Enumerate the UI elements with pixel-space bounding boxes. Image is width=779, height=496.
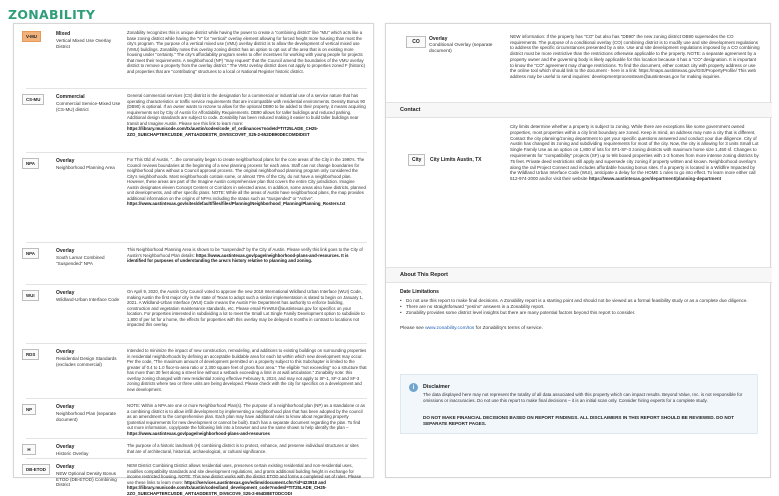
zone-description: Zonability recognizes this is unique district while having the power to create a "combining district" like "MU" which acts like a base zoning district while having the "V" for "vertical" overlay element allowing for forced height more housing than most the city's program. The purpose of a vertical mixed use (VMU) overlay district is to allow the development of vertical mixed use (VMU) buildings. Zonability notes this overlay zoning district has an option to opt out of the area that is on existing more housing under "certainty." The city's affordability program seeks to offer incentives for working with young people for projects that meet their requirements. A neighborhood (NP) "may request" that the Council amend the boundaries of the VMU overlay district to remove a property from the overlay district." The VMU overlay district does not apply to properties zoned F (historic) and properties that are "contributing" structures to a local or National Register historic district. xyxy=(127,30,366,74)
zone-name: South Lamar Combined "Suspended" NPA xyxy=(56,255,105,266)
zone-code-badge: CO xyxy=(406,36,426,48)
zone-description: This Neighborhood Planning Area is shown to be "suspended" by the City of Austin. Please verify this link goes to the City of Austin's Neighborhood Plan details: https://www.austintexas.gov/page/neighborhood-plans-and-resources. It is identified for purposes of understanding the area's history relative to planning and zoning. xyxy=(127,247,363,263)
zone-code-badge: DB-ETOD xyxy=(22,464,50,475)
zone-description: NEW information: If the property has "CO" but also has "DB90" the new zoning district DB90 supersedes the CO requirements. The purpose of a conditional overlay (CO) combining district is to modify use and site development regulations to address the specific circumstances presented by a site. Use and site development regulations imposed by a CO combining district must be more restrictive than the restrictions otherwise applicable to the property. NOTE: a separate agreement by a property owner and the governing body is likely applicable for this location because it has a "CO" designation. It is important to know the "CO" agreement may change restrictions. To find the document, either contact city with property address or use the online tool which should link to the document - here is a link: https://maps.austintexas.gov/GIS/PropertyProfile/ This web address may be useful to send inquiries: developmentprocessteam@austintexas.gov for making inquiries. xyxy=(510,34,760,79)
zone-code-badge: H xyxy=(22,444,36,455)
zoning-row xyxy=(14,460,375,496)
zone-type: Overlay xyxy=(56,290,75,296)
zone-description: The purpose of a historic landmark (H) combining district is to protect, enhance, and preserve individual structures or sites that are of architectural, historical, archaeological, or cultural significance. xyxy=(127,443,359,454)
row-divider xyxy=(26,398,367,399)
zoning-row xyxy=(14,27,375,87)
zone-description: General commercial services (CS) district is the designation for a commercial or industrial use of a service nature that has operating characteristics or traffic service requirements that are incompatible with residential environments. Density Bonus 90 (DB90) is optional. If an owner wants to rezone to allow for the optional DB90 to be added to their property, it means acquiring requirements set by City of Austin for Affordability Requirements. DB90 allows for taller buildings and reduced parking. Additional design standards are subject to code. Zonability has been reduced making it easier to build taller buildings near transit and Imagine Austin. Please see this link to learn more: https://library.municode.com/tx/austin/codes/code_of_ordinances?nodeId=TIT25LADE_CH25-2ZO_SUBCHAPTERCUSDE_ART4ADDESTR_DIV5SCOV9T_S25-2-652DB90DECOMDIDIST xyxy=(127,93,366,137)
zone-type: Overlay xyxy=(429,36,448,42)
disclaimer-text: The data displayed here may not represent the totality of all data associated with this property which can impact results. Beyond Value, Inc. is not responsible for omissions or inaccuracies. Do not use this report to make final decisions – it is an initial scan only. Consider hiring experts for a complete study. xyxy=(423,392,743,403)
zone-code-badge: CS-MU xyxy=(22,94,44,105)
list-item: • Zonability provides some district level insights but there are many potential factors beyond this report to consider. xyxy=(406,310,756,316)
contact-section-header xyxy=(386,102,772,118)
zone-code-badge: WUI xyxy=(22,290,39,301)
zoning-row xyxy=(14,154,375,236)
date-limitations-heading: Date Limitations xyxy=(400,289,439,295)
zone-name: NEW Optional Density Bonus ETOD (DB-ETOD) Combining District xyxy=(56,471,117,488)
zone-name: Commercial Service-Mixed Use (CS-MU) district xyxy=(56,101,121,112)
terms-note: Please see www.zonability.com/tos for Zonability's terms of service. xyxy=(400,326,543,331)
zone-name: Conditional Overlay (separate document) xyxy=(429,43,493,54)
disclaimer-warning: DO NOT MAKE FINANCIAL DECISIONS BASED ON REPORT FINDINGS. ALL DISCLAIMERS IN THIS REPORT SHOULD BE REVIEWED. DO NOT SEPARATE REPORT PAGES. xyxy=(423,415,735,426)
terms-link[interactable]: www.zonability.com/tos xyxy=(425,326,475,331)
zone-type: Overlay xyxy=(56,444,75,450)
row-divider xyxy=(26,438,367,439)
row-divider xyxy=(26,152,367,153)
zone-code-badge: V-MU xyxy=(22,31,41,42)
report-page-right xyxy=(385,23,771,478)
planning-department-link[interactable]: https://www.austintexas.gov/department/planning-department xyxy=(588,176,722,182)
zone-link[interactable]: https://www.austintexas.gov/sites/default/files/files/Planning/Neighborhood_Planning/Planning_Rosters.txt xyxy=(127,201,346,206)
disclaimer-title: Disclaimer xyxy=(423,384,450,390)
zone-type: Overlay xyxy=(56,464,75,470)
contact-description: City limits determine whether a property is subject to zoning. While there are exceptions like some government owned properties, most properties within a city limit boundary are zoned. Keep in mind, an address may note a city that is different. Contact the city planning/zoning department to get your specific questions answered and conduct your due diligence. City of Austin has changed its zoning and subdividing requirements for most of the city. Now, the city is allowing for 3 units Small Lot Single Family Use as an option on 1,800 sf lots for SF1-SF-3 zoning districts with maximum home size 1,450 sf. Changes to requirements for "compatibility" projects (SF) up to 9/6 boxed properties with 1-3 homes from more intense zoning districts by 75 feet. Private deed restrictions still apply and supersede city zoning if property written and known. Neighborhood overlay's along the rail Project Connect and includes affordable housing bonus sites. If a property is located in a Wildfire Impacted by the Wildland Urban Interface Code (WUI), anticipate a delay for the HOME 1 rules to go into effect. To learn more either call 512-974-2000 and/or visit their website https://www.austintexas.gov/department/planning-department xyxy=(510,124,759,182)
row-divider xyxy=(26,242,367,243)
list-item: • There are no straightforward "yes/no" answers in a Zonability report. xyxy=(406,304,756,310)
zoning-row xyxy=(14,345,375,397)
section-title: About This Report xyxy=(400,272,448,278)
zone-description: For This Old of Austin, "...the community began to create neighborhood plans for the core areas of the City in the 1990's. The Council reviews boundaries at the beginning of a new planning process for each area. Staff can not change boundaries for neighborhood plans without a Council approval process. The original neighborhood planning program only considered the City's neighborhoods. Most neighborhoods contain some, or almost 70% of the City, do not have a neighborhood plan. However, these areas are part of the Imagine Austin comprehensive plan that covers the entire City jurisdiction. Imagine Austin designates eleven Concept Centers or Corridors in selected areas. In addition, some areas also have districts, planned unit developments, and other specific plans. NOTE: While all the areas of Austin have neighborhood plans, the map provides additional information on the origins of NPAs including the status such as "Suspended" or "Active". https://www.austintexas.gov/sites/default/files/files/Planning/Neighborhood_Planning/Planning_Rosters.txt xyxy=(127,157,366,206)
zone-type: Overlay xyxy=(56,404,75,410)
zone-link[interactable]: https://services.austintexas.gov/edims/document.cfm?id=423918 and https://library.municode.com/tx/austin/codes/land_development_code?nodeId=TIT25LADE_CH25-2ZO_SUBCHAPTERCUSDE_ART4ADDESTR_DIV6COV9_S25-2-654DBETODCODI xyxy=(127,479,327,496)
zoning-row xyxy=(14,244,375,284)
zone-description: NOTE: Within a NPA are one or more Neighborhood Plan(s). The purpose of a neighborhood plan (NP) as a standalone or as a combining district is to allow infill development by implementing a neighborhood plan that has been adopted by the council as an amendment to the comprehensive plan. Each plan may have additional rules to know about regarding property (potential requirements for new development or cannot be built). Each has a separate document regarding the plan. To find out more information, copy/paste the following link into a browser and use the same shown to help identify the plan – https://www.austintexas.gov/page/neighborhood-plans-and-resources xyxy=(127,403,365,436)
zoning-row xyxy=(386,24,772,99)
section-title: Contact xyxy=(400,107,421,113)
zone-code-badge: NP xyxy=(22,404,36,415)
disclaimer-box xyxy=(400,374,758,434)
city-limits-label: City Limits Austin, TX xyxy=(430,157,482,163)
row-divider xyxy=(26,343,367,344)
zone-name: Wildland-Urban Interface Code xyxy=(56,297,120,302)
zone-name: Historic Overlay xyxy=(56,451,89,456)
row-divider xyxy=(26,88,367,89)
zone-code-badge: RDS xyxy=(22,349,39,360)
zoning-row xyxy=(14,90,375,152)
zone-description: NEW District Combining District allows residential uses, preserves certain existing residential and non-residential uses, modifies compatibility standards and site development regulations, and grants additional building height in exchange for income restricted housing. NOTE: This new district works with the district ETOD and forms a completed set of rules. Please use these links to learn more: https://services.austintexas.gov/edims/document.cfm?id=423918 and https://library.municode.com/tx/austin/codes/land_development_code?nodeId=TIT25LADE_CH25-2ZO_SUBCHAPTERCUSDE_ART4ADDESTR_DIV6COV9_S25-2-654DBETODCODI xyxy=(127,463,362,496)
zone-type: Overlay xyxy=(56,158,75,164)
zone-description: Intended to minimize the impact of new construction, remodeling, and additions to existing buildings on surrounding properties in residential neighborhoods by defining an acceptable buildable area for each lot within which new development may occur. Per the code, "The maximum amount of development permitted on a property subject to this Subchapter is limited to the greater of 0.4 to 1.0 floor-to-area ratio or 2,300 square feet of gross floor area." The eligible "not exceeding" so a structure that has more than 30 feet along a street line without a setback exceeding a limit in at wall articulation." Zonability note: this overlay zoning changed with new residential zoning effective February 5, 2024, and may not apply to SF-1, SF-2 and SF-3 zoning districts where two or three units are being developed. Please check with the city for specifics on a development and new development. xyxy=(127,348,367,392)
report-page-left xyxy=(13,23,374,496)
zone-name: Neighborhood Planning Area xyxy=(56,165,115,170)
city-tag: City xyxy=(408,154,425,166)
about-section-header xyxy=(386,267,772,283)
zoning-row xyxy=(14,286,375,342)
zone-type: Overlay xyxy=(56,248,75,254)
list-item: • Do not use this report to make final decisions. A Zonability report is a starting point and should not be viewed as a formal feasibility study or as a complete due diligence. xyxy=(406,298,756,304)
row-divider xyxy=(26,458,367,459)
zone-link[interactable]: https://library.municode.com/tx/austin/codes/code_of_ordinances?nodeId=TIT25LADE_CH25-2ZO_SUBCHAPTERCUSDE_ART4ADDESTR_DIV5SCOV9T_S25-2-652DB90DECOMDIDIST xyxy=(127,126,319,137)
limitations-list xyxy=(406,298,756,316)
zone-code-badge: NPA xyxy=(22,158,39,169)
zone-type: Commercial xyxy=(56,94,85,100)
zoning-row xyxy=(14,400,375,438)
zone-name: Residential Design Standards (excludes commercial) xyxy=(56,356,117,367)
zone-link[interactable]: https://www.austintexas.gov/page/neighborhood-plans-and-resources. It is identified for purposes of understanding the area's history relative to planning and zoning. xyxy=(127,252,349,263)
zonability-logo: ZONABILITY xyxy=(8,7,96,22)
zone-link[interactable]: https://www.austintexas.gov/page/neighborhood-plans-and-resources xyxy=(127,430,270,436)
zone-description: On April 9, 2020, the Austin City Council voted to approve the new 2018 International Wildland Urban Interface (WUI) Code, making Austin the first major city in the state of Texas to adopt such a similar implementation is slated to begin on January 1, 2021. A Wildland-Urban Interface (WUI) Code means the Austin Fire Department has authority to enforce building, construction and vegetation maintenance standards, etc. Please email FireWUI@austintexas.gov for specifics on your location. For properties interested in subdividing a lot to meet the Small Lot Single Family Development option to subdivide to 1,800 sf per lot for a home, the effects for properties with this overlay may be delayed 6 months in contrast to locations not impacted this overlay. xyxy=(127,289,365,327)
zone-type: Mixed xyxy=(56,31,71,37)
zone-name: Neighborhood Plan (separate document) xyxy=(56,411,117,422)
zoning-row xyxy=(14,440,375,458)
info-icon: i xyxy=(409,383,418,392)
zone-type: Overlay xyxy=(56,349,75,355)
row-divider xyxy=(26,284,367,285)
zone-name: Vertical Mixed Use Overlay District xyxy=(56,38,112,49)
zone-code-badge: NPA xyxy=(22,248,39,259)
